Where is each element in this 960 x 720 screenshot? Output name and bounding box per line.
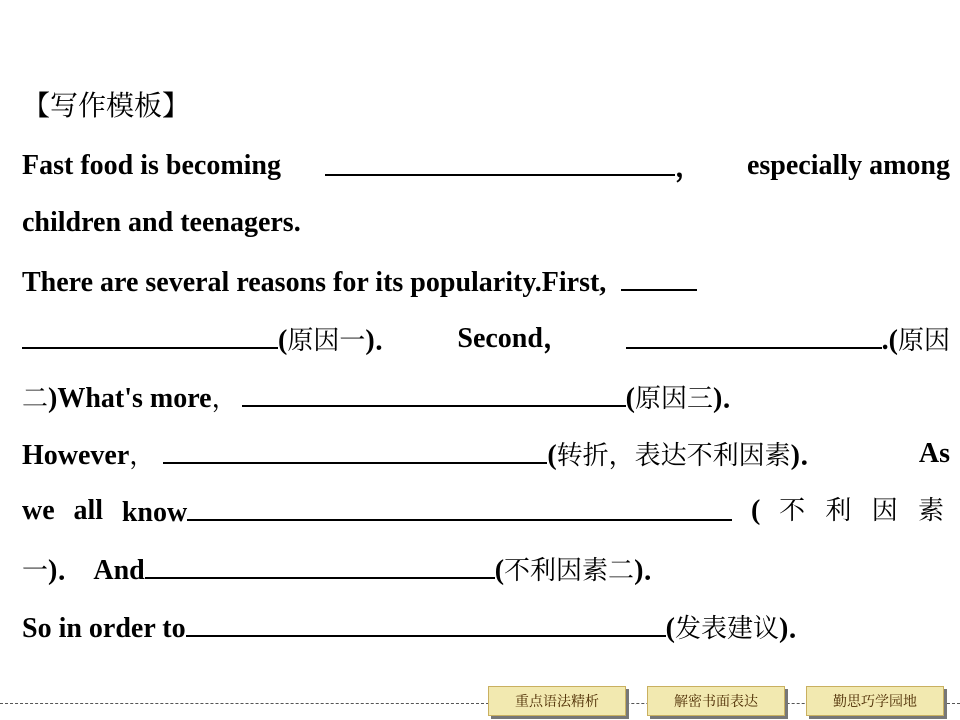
text-segment: children and teenagers.	[22, 207, 301, 238]
text-segment: (	[494, 555, 505, 586]
section-heading: 【写作模板】	[22, 89, 191, 122]
blank-field[interactable]	[621, 261, 697, 291]
template-line-3	[22, 261, 950, 303]
text-segment: However	[22, 440, 130, 471]
text-segment: all	[73, 495, 104, 526]
nav-button-grammar[interactable]: 重点语法精析	[488, 686, 626, 716]
template-line-6	[22, 434, 950, 476]
text-segment: ，	[674, 152, 703, 183]
hint-text: 二	[22, 384, 49, 414]
text-segment: ，	[211, 384, 238, 414]
hint-text: 一	[22, 556, 49, 586]
blank-field[interactable]	[187, 491, 732, 521]
hint-transition: 转折，表达不利因素	[556, 441, 791, 471]
text-segment: )．	[48, 555, 86, 586]
template-line-4	[22, 319, 950, 361]
blank-field[interactable]	[186, 607, 666, 637]
text-segment: So in order to	[22, 613, 186, 644]
text-segment: )．	[712, 383, 751, 414]
text-segment: Fast food is becoming	[22, 150, 281, 181]
text-segment: (	[665, 613, 675, 644]
nav-button-study[interactable]: 勤思巧学园地	[806, 686, 944, 716]
text-segment: especially among	[746, 150, 950, 181]
text-segment: There are several reasons for its popularity.First,	[22, 267, 607, 298]
text-segment: )．	[778, 613, 817, 644]
hint-text: 原因	[897, 326, 950, 356]
template-line-5	[22, 377, 950, 419]
blank-field[interactable]	[242, 377, 626, 407]
hint-suggestion: 发表建议	[674, 614, 779, 644]
template-line-1	[22, 146, 950, 188]
blank-field[interactable]	[145, 549, 495, 579]
text-segment: As	[918, 438, 950, 469]
template-line-2	[22, 203, 950, 243]
template-line-9	[22, 607, 950, 649]
blank-field[interactable]	[163, 434, 547, 464]
text-segment: And	[93, 555, 145, 586]
text-segment: )What's more	[48, 383, 212, 414]
text-segment: )．	[790, 440, 828, 471]
blank-field[interactable]	[22, 319, 278, 349]
blank-field[interactable]	[626, 319, 882, 349]
text-segment: we	[22, 495, 55, 526]
text-segment: )．	[365, 325, 403, 356]
text-segment: ，	[129, 441, 156, 471]
template-line-8	[22, 549, 950, 591]
text-segment: (	[751, 495, 761, 526]
blank-field[interactable]	[325, 146, 675, 176]
hint-disadvantage-2: 不利因素二	[504, 556, 635, 586]
hint-reason-3: 原因三	[634, 384, 713, 414]
hint-reason-1: 原因一	[287, 326, 366, 356]
nav-button-writing[interactable]: 解密书面表达	[647, 686, 785, 716]
text-segment: (	[278, 325, 288, 356]
text-segment: know	[121, 497, 188, 528]
text-segment: .(	[881, 325, 898, 356]
text-segment: (	[547, 440, 557, 471]
hint-disadvantage-1: 不 利 因 素	[779, 496, 950, 526]
text-segment: (	[625, 383, 635, 414]
text-segment: )．	[634, 555, 672, 586]
template-line-7	[22, 491, 950, 533]
text-segment: Second，	[457, 323, 571, 354]
